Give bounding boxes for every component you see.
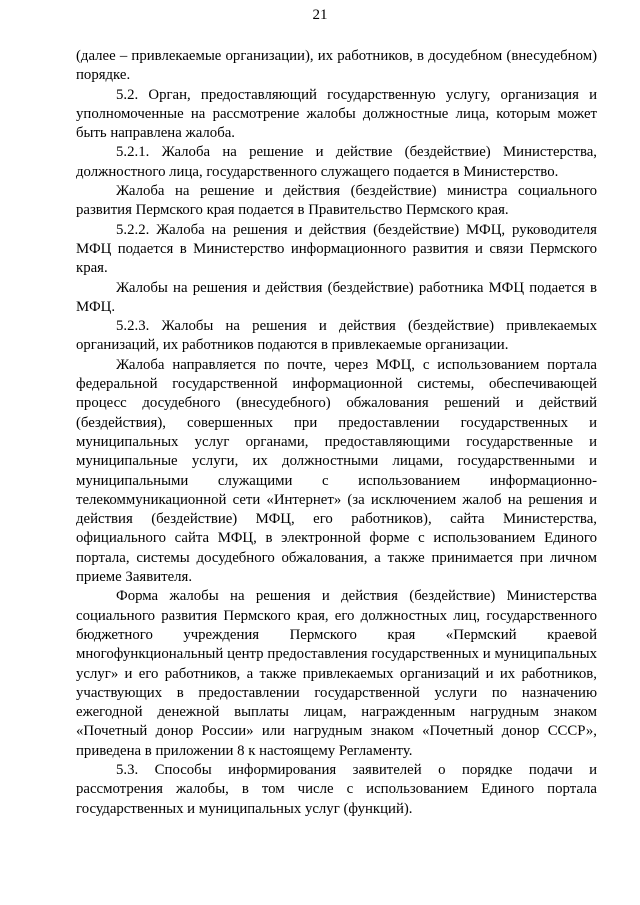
paragraph-minister-complaint: Жалоба на решение и действия (бездействие) министра социального развития Пермского края подается в Правительство Пермского края. <box>76 183 597 219</box>
paragraph-5-3: 5.3. Способы информирования заявителей о порядке подачи и рассмотрения жалобы, в том числе с использованием Единого портала государственных и муниципальных услуг (функций). <box>76 761 597 817</box>
paragraph-5-2-1: 5.2.1. Жалоба на решение и действие (бездействие) Министерства, должностного лица, государственного служащего подается в Министерство. <box>76 144 597 180</box>
document-body <box>76 47 597 819</box>
page-number: 21 <box>312 7 328 23</box>
paragraph-complaint-form: Форма жалобы на решения и действия (бездействие) Министерства социального развития Пермского края, его должностных лиц, государственного бюджетного учреждения Пермского края «Пермский краевой многофункциональный центр предоставления государственных и муниципальных услуг» и его работников, а также привлекаемых организаций и их работников, участвующих в предоставлении государственной услуги по назначению ежегодной денежной выплаты лицам, награжденным нагрудным знаком «Почетный донор России» или нагрудным знаком «Почетный донор СССР», приведена в приложении 8 к настоящему Регламенту. <box>76 588 597 759</box>
paragraph-5-2-3: 5.2.3. Жалобы на решения и действия (бездействие) привлекаемых организаций, их работников подаются в привлекаемые организации. <box>76 318 597 354</box>
paragraph-continuation: (далее – привлекаемые организации), их работников, в досудебном (внесудебном) порядке. <box>76 48 597 84</box>
paragraph-mfc-worker-complaint: Жалобы на решения и действия (бездействие) работника МФЦ подается в МФЦ. <box>76 279 597 315</box>
paragraph-submission-methods: Жалоба направляется по почте, через МФЦ, с использованием портала федеральной государственной информационной системы, обеспечивающей процесс досудебного (внесудебного) обжалования решений и действий (бездействия), совершенных при предоставлении государственных и муниципальных услуг органами, предоставляющими государственные и муниципальные услуги, их должностными лицами, государственными и муниципальными служащими с использованием информационно-телекоммуникационной сети «Интернет» (за исключением жалоб на решения и действия (бездействие) МФЦ, его работников), сайта Министерства, официального сайта МФЦ, в электронной форме с использованием Единого портала, системы досудебного обжалования, а также принимается при личном приеме Заявителя. <box>76 356 597 586</box>
paragraph-5-2: 5.2. Орган, предоставляющий государственную услугу, организация и уполномоченные на рассмотрение жалобы должностные лица, которым может быть направлена жалоба. <box>76 86 597 142</box>
paragraph-5-2-2: 5.2.2. Жалоба на решения и действия (бездействие) МФЦ, руководителя МФЦ подается в Министерство информационного развития и связи Пермского края. <box>76 221 597 277</box>
